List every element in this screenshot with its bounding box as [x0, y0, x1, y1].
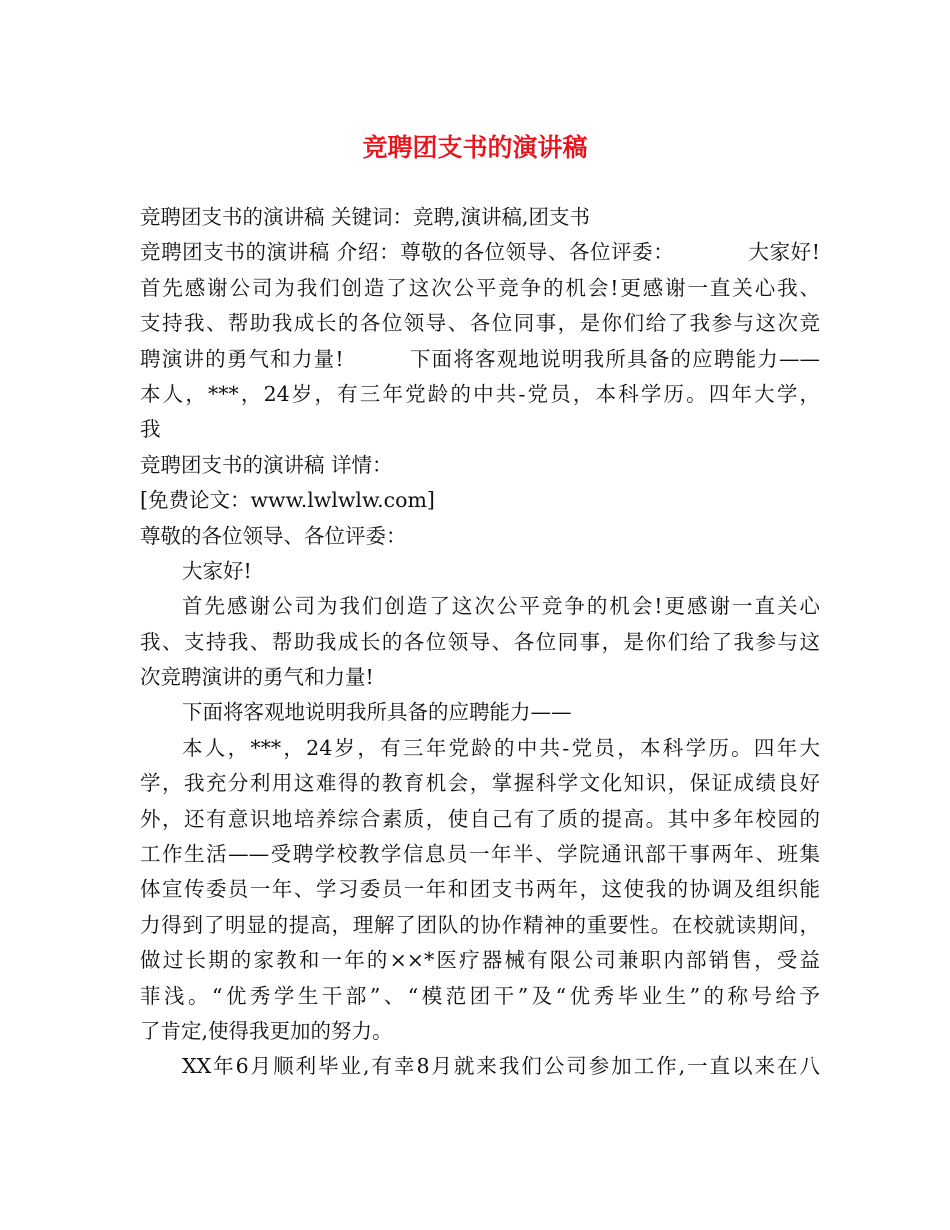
text-line: 本人，***，24岁，有三年党龄的中共-党员，本科学历。四年大学，	[140, 381, 820, 406]
text-line: 竞聘团支书的演讲稿 详情：	[140, 452, 393, 477]
text-line: 尊敬的各位领导、各位评委：	[140, 523, 407, 548]
text-line: 竞聘团支书的演讲稿 介绍：尊敬的各位领导、各位评委： 大家好!	[140, 240, 820, 265]
text-line: 大家好!	[182, 558, 252, 583]
text-line: 学，我充分利用这难得的教育机会，掌握科学文化知识，保证成绩良好	[140, 771, 820, 796]
text-line: 下面将客观地说明我所具备的应聘能力——	[182, 700, 572, 725]
text-line: 力得到了明显的提高，理解了团队的协作精神的重要性。在校就读期间，	[140, 912, 820, 937]
document-title: 竞聘团支书的演讲稿	[362, 133, 588, 162]
text-line: 我	[140, 417, 161, 442]
text-line: 首先感谢公司为我们创造了这次公平竞争的机会!更感谢一直关心	[182, 594, 820, 619]
text-line: 菲浅。“优秀学生干部”、“模范团干”及“优秀毕业生”的称号给予	[140, 983, 820, 1008]
text-line: 我、支持我、帮助我成长的各位领导、各位同事，是你们给了我参与这	[140, 629, 820, 654]
document-body	[140, 200, 820, 1085]
text-line: XX年6月顺利毕业,有幸8月就来我们公司参加工作,一直以来在八	[182, 1054, 820, 1079]
text-line: 本人，***，24岁，有三年党龄的中共-党员，本科学历。四年大	[182, 735, 820, 760]
text-line: 次竞聘演讲的勇气和力量!	[140, 665, 374, 690]
text-line: 支持我、帮助我成长的各位领导、各位同事，是你们给了我参与这次竞	[140, 311, 820, 336]
text-line: 首先感谢公司为我们创造了这次公平竞争的机会!更感谢一直关心我、	[140, 275, 820, 300]
text-line: 竞聘团支书的演讲稿 关键词：竞聘,演讲稿,团支书	[140, 205, 591, 229]
text-line: 工作生活——受聘学校教学信息员一年半、学院通讯部干事两年、班集	[140, 842, 820, 867]
text-line: 体宣传委员一年、学习委员一年和团支书两年，这使我的协调及组织能	[140, 877, 820, 902]
text-line: 聘演讲的勇气和力量! 下面将客观地说明我所具备的应聘能力——	[140, 346, 820, 371]
text-line: 外，还有意识地培养综合素质，使自己有了质的提高。其中多年校园的	[140, 806, 820, 831]
text-line: [免费论文：www.lwlwlw.com]	[140, 488, 435, 513]
text-line: 做过长期的家教和一年的××*医疗器械有限公司兼职内部销售，受益	[140, 948, 820, 973]
text-line: 了肯定,使得我更加的努力。	[140, 1018, 393, 1043]
